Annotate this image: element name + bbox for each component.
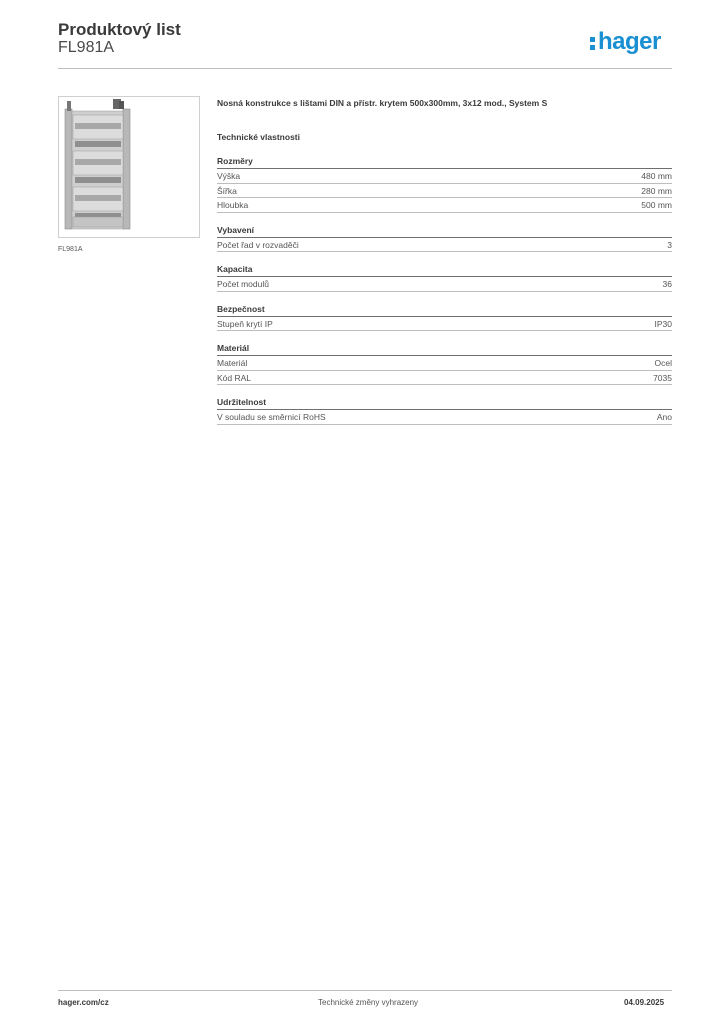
section-safety bbox=[217, 302, 672, 332]
section-title: Bezpečnost bbox=[217, 302, 672, 317]
footer-divider bbox=[58, 990, 672, 991]
product-code: FL981A bbox=[58, 39, 115, 56]
table-row bbox=[217, 198, 672, 213]
page-title: Produktový list bbox=[58, 20, 181, 39]
section-sustainability bbox=[217, 395, 672, 425]
mounting-frame-illustration bbox=[59, 97, 199, 237]
product-description: Nosná konstrukce s lištami DIN a přístr. krytem 500x300mm, 3x12 mod., System S bbox=[217, 98, 548, 108]
product-details bbox=[217, 96, 672, 425]
row-label: Výška bbox=[217, 171, 241, 181]
row-label: Kód RAL bbox=[217, 372, 252, 383]
section-title: Vybavení bbox=[217, 223, 672, 238]
product-image bbox=[58, 96, 200, 238]
row-value: 480 mm bbox=[641, 171, 672, 181]
section-title: Udržitelnost bbox=[217, 395, 672, 410]
section-capacity bbox=[217, 262, 672, 292]
row-label: Materiál bbox=[217, 358, 248, 368]
row-label: V souladu se směrnicí RoHS bbox=[217, 412, 326, 422]
table-row bbox=[217, 169, 672, 184]
section-equipment bbox=[217, 223, 672, 253]
section-material bbox=[217, 341, 672, 385]
footer-note: Technické změny vyhrazeny bbox=[318, 998, 419, 1007]
section-title: Materiál bbox=[217, 341, 672, 356]
row-label: Počet řad v rozvaděči bbox=[217, 239, 299, 250]
table-row bbox=[217, 277, 672, 292]
section-title: Kapacita bbox=[217, 262, 672, 277]
row-value: Ano bbox=[656, 412, 672, 422]
logo-text: hager bbox=[598, 28, 661, 55]
table-row bbox=[217, 371, 672, 386]
footer-date: 04.09.2025 bbox=[624, 998, 665, 1007]
tech-properties-title: Technické vlastnosti bbox=[217, 132, 300, 142]
table-row bbox=[217, 410, 672, 425]
section-dimensions bbox=[217, 154, 672, 213]
row-value: 280 mm bbox=[641, 185, 672, 196]
row-label: Hloubka bbox=[217, 200, 249, 210]
row-label: Počet modulů bbox=[217, 279, 269, 289]
row-value: Ocel bbox=[654, 358, 672, 368]
hager-logo bbox=[590, 28, 661, 56]
row-value: 36 bbox=[662, 279, 672, 289]
header-divider bbox=[58, 68, 672, 69]
row-value: 7035 bbox=[653, 372, 672, 383]
table-row bbox=[217, 238, 672, 253]
image-caption: FL981A bbox=[58, 246, 83, 253]
footer-website-link[interactable]: hager.com/cz bbox=[58, 998, 109, 1007]
table-row bbox=[217, 356, 672, 371]
row-value: 500 mm bbox=[641, 200, 672, 210]
row-value: IP30 bbox=[654, 318, 672, 329]
section-title: Rozměry bbox=[217, 154, 672, 169]
table-row bbox=[217, 317, 672, 332]
row-label: Šířka bbox=[217, 185, 237, 196]
row-value: 3 bbox=[667, 239, 672, 250]
table-row bbox=[217, 184, 672, 199]
row-label: Stupeň krytí IP bbox=[217, 318, 273, 329]
logo-dots-icon bbox=[590, 33, 596, 49]
